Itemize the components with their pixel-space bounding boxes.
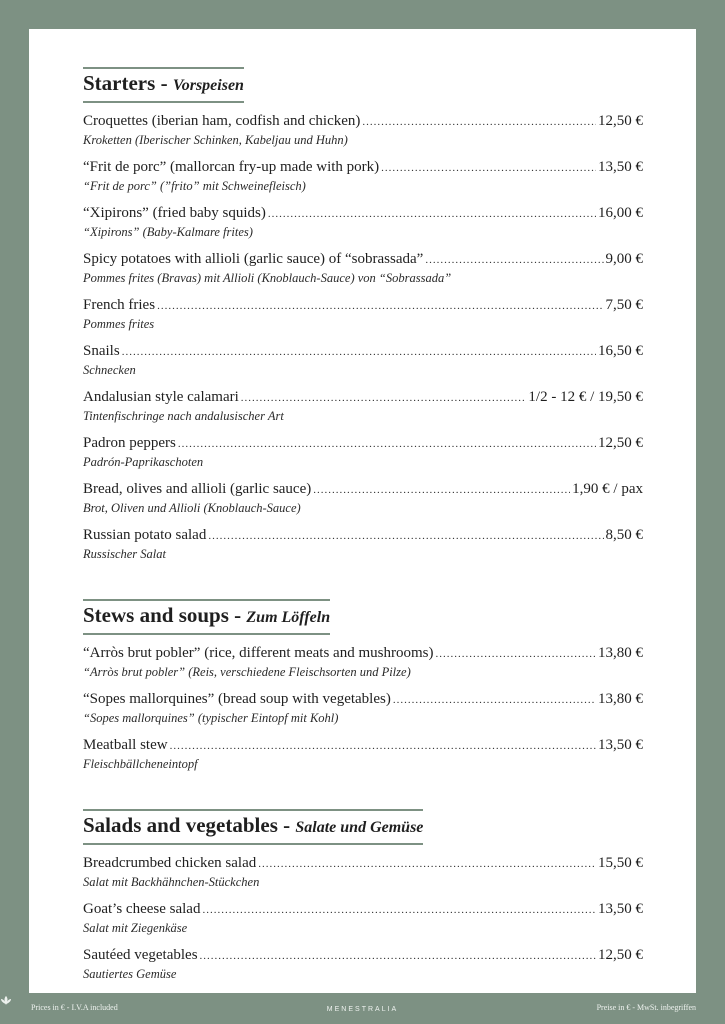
menu-item — [83, 342, 643, 388]
footer-price-note-de: Preise in € - MwSt. inbegriffen — [596, 1003, 696, 1012]
dish-translation: Fleischbällcheneintopf — [83, 757, 198, 771]
dish-price: 13,80 € — [598, 691, 643, 707]
menu-item — [83, 736, 643, 782]
dish-price: 15,50 € — [598, 855, 643, 871]
menu-item-row — [83, 158, 643, 178]
dish-translation: Salat mit Ziegenkäse — [83, 921, 188, 935]
dish-price: 12,50 € — [598, 947, 643, 963]
dish-translation: Pommes frites (Bravas) mit Allioli (Knoblauch-Sauce) von “Sobrassada” — [83, 271, 452, 285]
brand-name: MENESTRALIA — [326, 1006, 399, 1013]
dot-leader — [362, 113, 596, 132]
dot-leader — [268, 205, 596, 224]
menu-item — [83, 112, 643, 158]
dish-name: Russian potato salad — [83, 527, 207, 543]
dish-price: 7,50 € — [605, 297, 643, 313]
dot-leader — [381, 159, 596, 178]
dish-name: Croquettes (iberian ham, codfish and chicken) — [83, 113, 361, 129]
menu-item — [83, 526, 643, 572]
dish-price: 13,50 € — [598, 159, 643, 175]
section-heading — [83, 67, 244, 103]
menu-item — [83, 644, 643, 690]
dish-name: Spicy potatoes with allioli (garlic sauce) of “sobrassada” — [83, 251, 424, 267]
section-heading — [83, 599, 330, 635]
menu-item — [83, 690, 643, 736]
dish-translation: “Xipirons” (Baby-Kalmare frites) — [83, 225, 253, 239]
dish-translation: “Arròs brut pobler” (Reis, verschiedene Fleischsorten und Pilze) — [83, 665, 411, 679]
dish-translation: Sautiertes Gemüse — [83, 967, 177, 981]
menu-list — [83, 112, 643, 572]
dot-leader — [170, 737, 596, 756]
dot-leader — [157, 297, 603, 316]
menu-item-row — [83, 690, 643, 710]
menu-item-row — [83, 296, 643, 316]
dish-name: Breadcrumbed chicken salad — [83, 855, 257, 871]
dot-leader — [435, 645, 596, 664]
menu-page — [29, 29, 696, 993]
dish-translation: Tintenfischringe nach andalusischer Art — [83, 409, 284, 423]
menu-item-row — [83, 736, 643, 756]
section-stews-soups — [83, 599, 643, 782]
dish-price: 8,50 € — [605, 527, 643, 543]
dot-leader — [258, 855, 596, 874]
dish-translation: Schnecken — [83, 363, 136, 377]
menu-item — [83, 946, 643, 992]
dish-name: Bread, olives and allioli (garlic sauce) — [83, 481, 312, 497]
dish-name: “Xipirons” (fried baby squids) — [83, 205, 266, 221]
menu-item-row — [83, 480, 643, 500]
dish-name: Snails — [83, 343, 120, 359]
dish-price: 9,00 € — [605, 251, 643, 267]
dish-price: 12,50 € — [598, 113, 643, 129]
menu-item-row — [83, 112, 643, 132]
dish-price: 13,50 € — [598, 901, 643, 917]
dish-price: 1/2 - 12 € / 19,50 € — [528, 389, 643, 405]
dot-leader — [393, 691, 596, 710]
dish-translation: Russischer Salat — [83, 547, 166, 561]
menu-item-row — [83, 854, 643, 874]
dish-name: “Sopes mallorquines” (bread soup with vegetables) — [83, 691, 391, 707]
dish-translation: Brot, Oliven und Allioli (Knoblauch-Sauce) — [83, 501, 301, 515]
menu-item — [83, 854, 643, 900]
menu-list — [83, 644, 643, 782]
dot-leader — [202, 901, 596, 920]
menu-item-row — [83, 388, 643, 408]
dish-price: 1,90 € / pax — [572, 481, 643, 497]
menu-item-row — [83, 204, 643, 224]
dish-translation: Kroketten (Iberischer Schinken, Kabeljau und Huhn) — [83, 133, 348, 147]
dish-price: 16,00 € — [598, 205, 643, 221]
section-separator: - — [283, 813, 296, 837]
menu-item-row — [83, 434, 643, 454]
dish-name: Sautéed vegetables — [83, 947, 198, 963]
menu-item — [83, 204, 643, 250]
menu-item — [83, 250, 643, 296]
menu-item — [83, 900, 643, 946]
dish-price: 13,50 € — [598, 737, 643, 753]
menu-item-row — [83, 900, 643, 920]
section-subtitle: Salate und Gemüse — [295, 819, 424, 836]
menu-item — [83, 434, 643, 480]
dish-translation: Salat mit Backhähnchen-Stückchen — [83, 875, 260, 889]
dot-leader — [200, 947, 596, 966]
section-subtitle: Zum Löffeln — [246, 609, 331, 626]
dish-translation: “Sopes mallorquines” (typischer Eintopf mit Kohl) — [83, 711, 339, 725]
section-separator: - — [234, 603, 247, 627]
footer-price-note-en: Prices in € - I.V.A included — [31, 1003, 118, 1012]
dish-name: French fries — [83, 297, 156, 313]
section-separator: - — [160, 71, 173, 95]
menu-item — [83, 388, 643, 434]
section-subtitle: Vorspeisen — [172, 77, 244, 94]
section-starters — [83, 67, 643, 572]
section-title: Salads and vegetables — [83, 813, 278, 837]
dot-leader — [425, 251, 603, 270]
dish-name: Padron peppers — [83, 435, 176, 451]
menu-item — [83, 480, 643, 526]
dish-name: “Arròs brut pobler” (rice, different meats and mushrooms) — [83, 645, 434, 661]
section-salads-vegetables — [83, 809, 643, 992]
section-title: Stews and soups — [83, 603, 229, 627]
menu-item-row — [83, 946, 643, 966]
dot-leader — [241, 389, 527, 408]
dish-translation: Padrón-Paprikaschoten — [83, 455, 204, 469]
leaf-icon — [0, 996, 12, 1005]
dot-leader — [178, 435, 596, 454]
dish-price: 12,50 € — [598, 435, 643, 451]
dish-price: 16,50 € — [598, 343, 643, 359]
menu-item-row — [83, 342, 643, 362]
dish-translation: “Frit de porc” (”frito” mit Schweinefleisch) — [83, 179, 306, 193]
dot-leader — [313, 481, 570, 500]
menu-list — [83, 854, 643, 992]
section-title: Starters — [83, 71, 156, 95]
dot-leader — [208, 527, 603, 546]
dish-name: Meatball stew — [83, 737, 168, 753]
dot-leader — [122, 343, 596, 362]
dish-translation: Pommes frites — [83, 317, 155, 331]
section-heading — [83, 809, 423, 845]
menu-item-row — [83, 644, 643, 664]
menu-item — [83, 158, 643, 204]
dish-name: Andalusian style calamari — [83, 389, 239, 405]
dish-name: “Frit de porc” (mallorcan fry-up made with pork) — [83, 159, 380, 175]
menu-item — [83, 296, 643, 342]
dish-name: Goat’s cheese salad — [83, 901, 201, 917]
dish-price: 13,80 € — [598, 645, 643, 661]
menu-content — [83, 67, 643, 992]
menu-item-row — [83, 250, 643, 270]
menu-item-row — [83, 526, 643, 546]
